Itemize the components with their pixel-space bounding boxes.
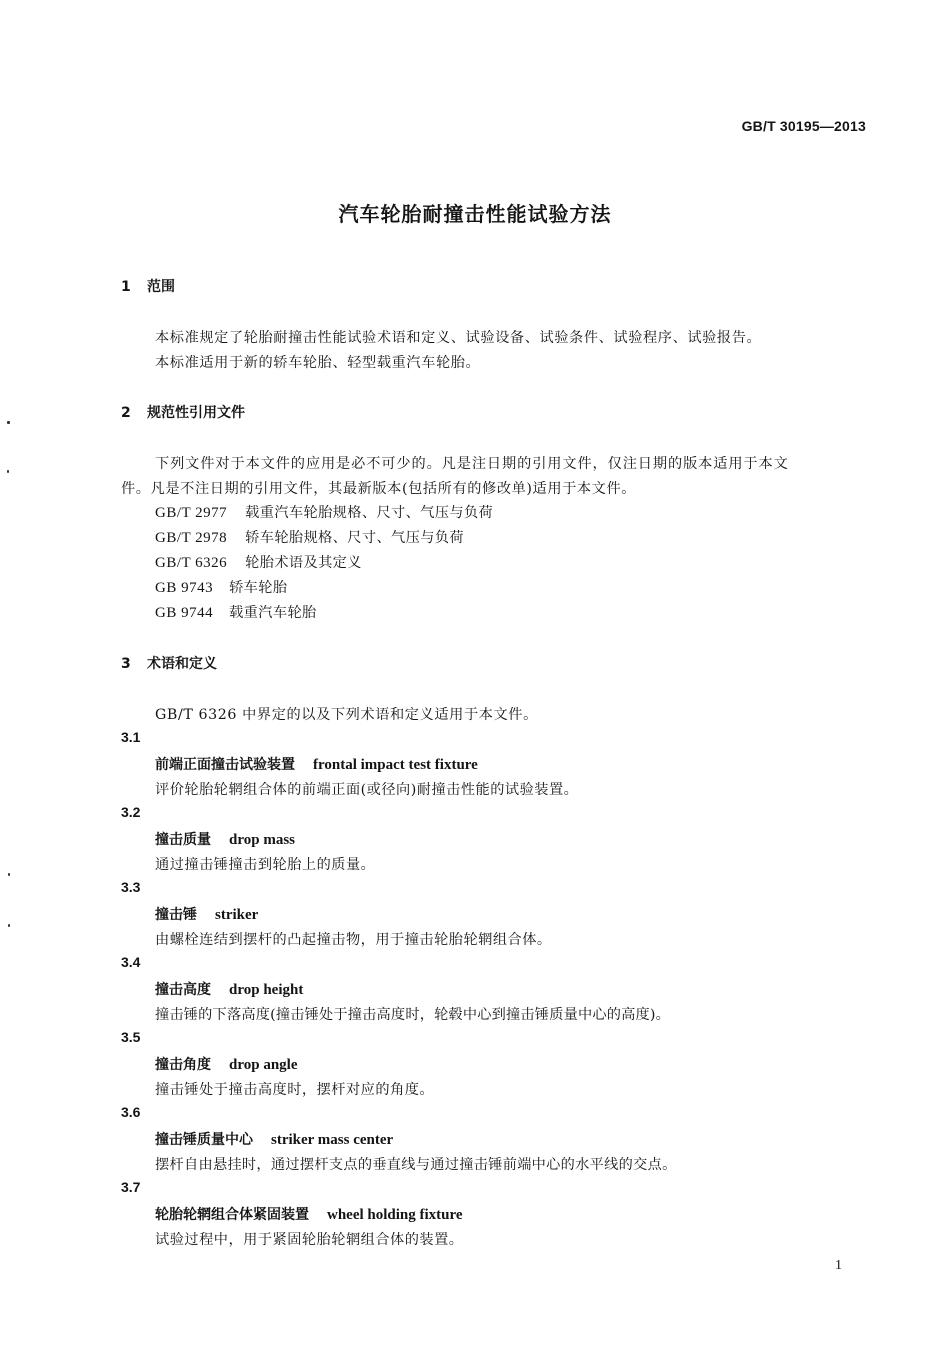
scan-mark <box>8 924 10 927</box>
term-en: drop angle <box>229 1057 298 1073</box>
term-en: drop mass <box>229 832 295 848</box>
reference-code: GB 9743 <box>155 580 214 596</box>
paragraph: 下列文件对于本文件的应用是必不可少的。凡是注日期的引用文件，仅注日期的版本适用于本文 <box>155 456 789 472</box>
page-number: 1 <box>835 1258 842 1273</box>
term-zh: 撞击锤 <box>155 907 197 923</box>
section-1-heading <box>121 276 175 296</box>
reference-code: GB/T 2978 <box>155 530 228 546</box>
term-name <box>155 1054 298 1074</box>
standard-code: GB/T 30195—2013 <box>741 118 866 134</box>
reference-code: GB 9744 <box>155 605 214 621</box>
term-en: drop height <box>229 982 304 998</box>
term-definition: 撞击锤的下落高度(撞击锤处于撞击高度时，轮毂中心到撞击锤质量中心的高度)。 <box>155 1007 671 1023</box>
term-zh: 撞击质量 <box>155 832 211 848</box>
reference-item <box>155 577 287 597</box>
term-number: 3.3 <box>121 879 141 895</box>
term-zh: 撞击角度 <box>155 1057 211 1073</box>
term-number: 3.4 <box>121 954 141 970</box>
term-name <box>155 1129 393 1149</box>
term-definition: 撞击锤处于撞击高度时，摆杆对应的角度。 <box>155 1082 435 1098</box>
reference-title: 轿车轮胎 <box>229 580 288 596</box>
term-en: striker mass center <box>271 1132 394 1148</box>
reference-item <box>155 502 493 522</box>
term-definition: 试验过程中，用于紧固轮胎轮辋组合体的装置。 <box>155 1232 464 1248</box>
reference-item <box>155 527 464 547</box>
reference-code: GB/T 2977 <box>155 505 228 521</box>
term-definition: 由螺栓连结到摆杆的凸起撞击物，用于撞击轮胎轮辋组合体。 <box>155 932 552 948</box>
paragraph: GB/T 6326 中界定的以及下列术语和定义适用于本文件。 <box>155 707 538 723</box>
term-number: 3.7 <box>121 1179 141 1195</box>
scan-mark <box>7 421 10 424</box>
term-en: frontal impact test fixture <box>313 757 478 773</box>
reference-title: 轮胎术语及其定义 <box>245 555 362 571</box>
reference-title: 载重汽车轮胎 <box>229 605 317 621</box>
term-name <box>155 829 295 849</box>
reference-item <box>155 552 362 572</box>
term-number: 3.6 <box>121 1104 141 1120</box>
document-title: 汽车轮胎耐撞击性能试验方法 <box>338 202 612 226</box>
reference-title: 载重汽车轮胎规格、尺寸、气压与负荷 <box>245 505 494 521</box>
term-name <box>155 979 303 999</box>
term-name <box>155 754 478 774</box>
term-number: 3.1 <box>121 729 141 745</box>
section-number: 3 <box>121 656 131 672</box>
term-definition: 摆杆自由悬挂时，通过摆杆支点的垂直线与通过撞击锤前端中心的水平线的交点。 <box>155 1157 677 1173</box>
reference-title: 轿车轮胎规格、尺寸、气压与负荷 <box>245 530 464 546</box>
reference-code: GB/T 6326 <box>155 555 228 571</box>
section-number: 1 <box>121 279 131 295</box>
term-zh: 撞击高度 <box>155 982 211 998</box>
term-definition: 评价轮胎轮辋组合体的前端正面(或径向)耐撞击性能的试验装置。 <box>155 782 579 798</box>
section-title: 规范性引用文件 <box>147 405 245 421</box>
section-3-heading <box>121 653 217 673</box>
term-en: wheel holding fixture <box>327 1207 463 1223</box>
section-title: 范围 <box>147 279 175 295</box>
scan-mark <box>7 470 9 473</box>
term-zh: 轮胎轮辋组合体紧固装置 <box>155 1207 309 1223</box>
term-name <box>155 904 258 924</box>
term-name <box>155 1204 463 1224</box>
term-definition: 通过撞击锤撞击到轮胎上的质量。 <box>155 857 376 873</box>
paragraph: 本标准适用于新的轿车轮胎、轻型载重汽车轮胎。 <box>155 355 481 371</box>
term-en: striker <box>215 907 259 923</box>
section-number: 2 <box>121 405 131 421</box>
section-2-heading <box>121 402 245 422</box>
paragraph: 件。凡是不注日期的引用文件，其最新版本(包括所有的修改单)适用于本文件。 <box>121 481 637 497</box>
paragraph: 本标准规定了轮胎耐撞击性能试验术语和定义、试验设备、试验条件、试验程序、试验报告。 <box>155 330 762 346</box>
term-number: 3.5 <box>121 1029 141 1045</box>
reference-item <box>155 602 317 622</box>
term-zh: 撞击锤质量中心 <box>155 1132 253 1148</box>
term-number: 3.2 <box>121 804 141 820</box>
term-zh: 前端正面撞击试验装置 <box>155 757 295 773</box>
scan-mark <box>8 873 10 876</box>
section-title: 术语和定义 <box>147 656 217 672</box>
